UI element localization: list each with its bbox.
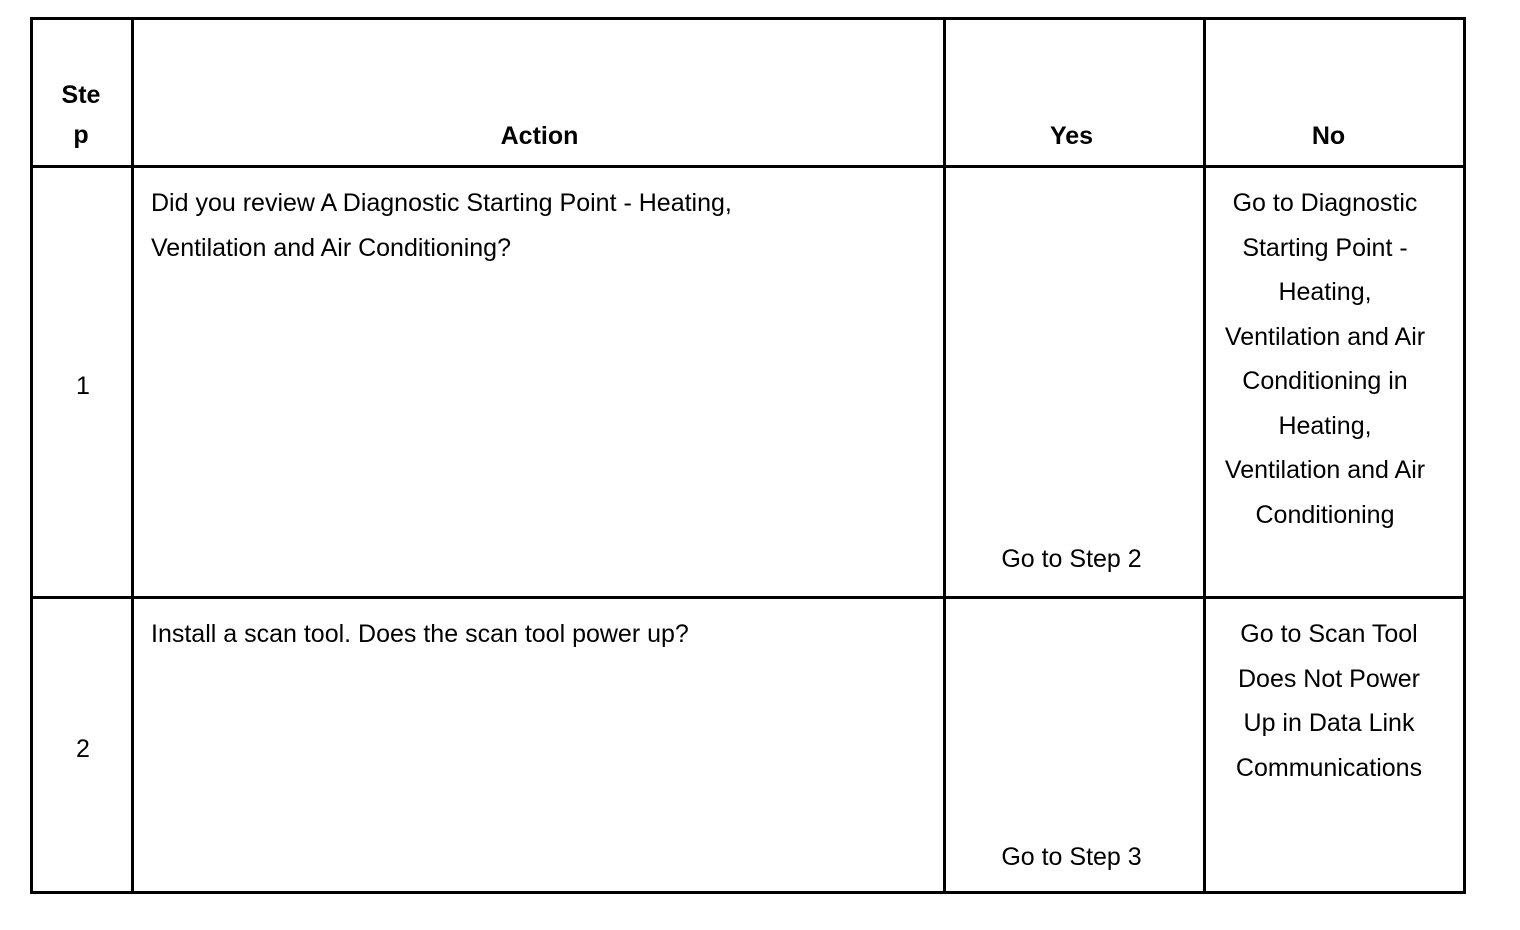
action-cell [131,165,945,598]
header-step-cell [30,17,133,167]
step-number: 1 [76,372,90,400]
table-row [30,596,1466,894]
action-text: Did you review A Diagnostic Starting Point - Heating, Ventilation and Air Conditioning? [151,189,732,262]
step-cell [30,596,133,894]
no-cell [1203,165,1466,598]
yes-cell [943,596,1205,894]
yes-cell [943,165,1205,598]
step-cell [30,165,133,598]
no-link[interactable]: Go to Scan Tool Does Not Power Up in Data Link Communications [1235,620,1423,782]
action-text: Install a scan tool. Does the scan tool power up? [151,620,689,648]
header-no-cell [1203,17,1466,167]
header-no-label: No [1311,122,1346,150]
yes-link[interactable]: Go to Step 2 [1001,545,1142,573]
header-action-label: Action [500,122,579,150]
table-row [30,165,1466,598]
yes-link[interactable]: Go to Step 3 [1001,843,1142,871]
no-link[interactable]: Go to Diagnostic Starting Point - Heating, Ventilation and Air Conditioning in Heating, Ventilation and Air Conditioning [1224,189,1426,529]
action-cell [131,596,945,894]
header-step-label: Step [61,81,101,149]
header-yes-cell [943,17,1205,167]
step-number: 2 [76,735,90,763]
header-action-cell [131,17,945,167]
header-yes-label: Yes [1049,122,1094,150]
diagnostic-table [30,17,1466,894]
no-cell [1203,596,1466,894]
table-header-row [30,17,1466,167]
